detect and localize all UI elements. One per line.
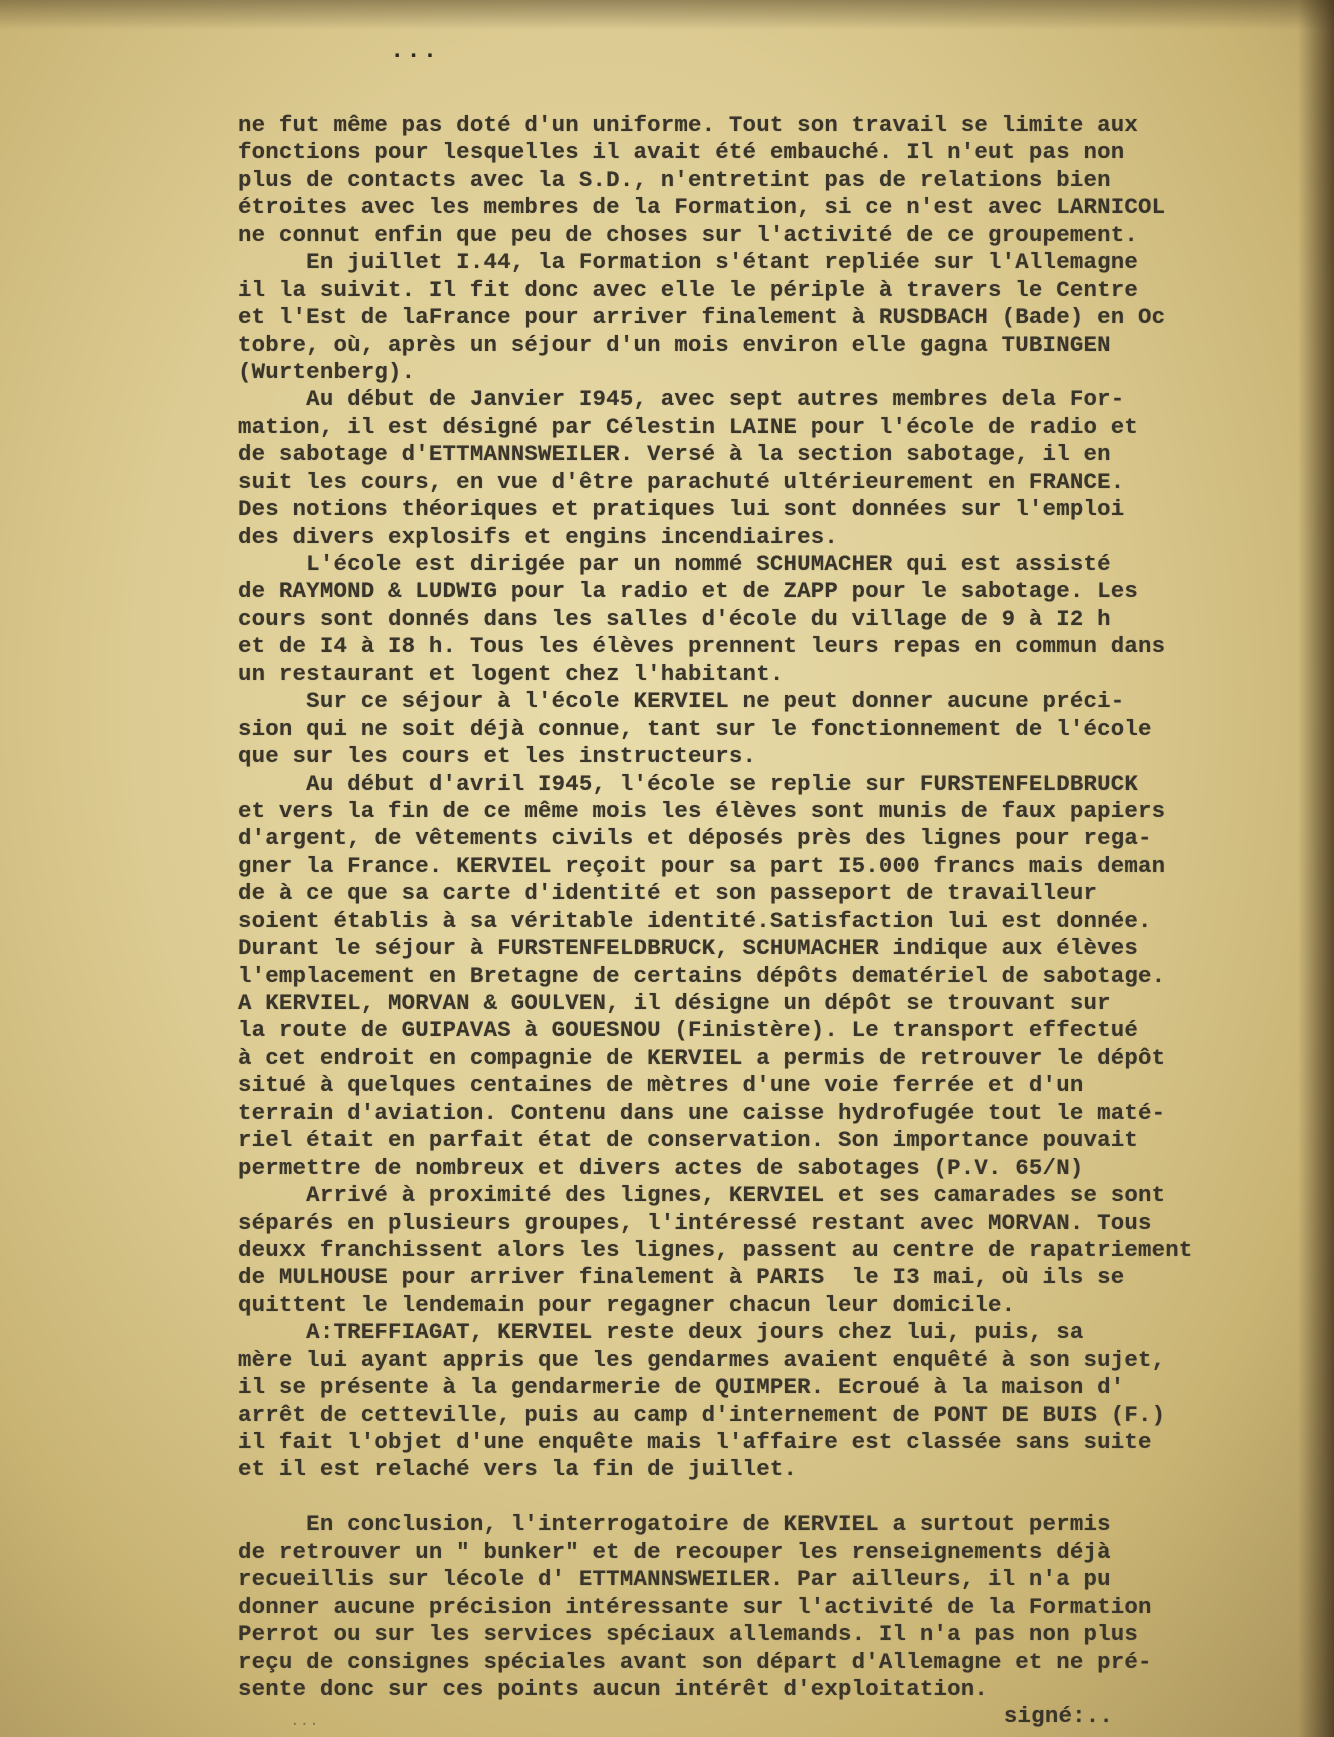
text-line: donner aucune précision intéressante sur l'activité de la Formation [238, 1593, 1152, 1620]
text-line: de à ce que sa carte d'identité et son passeport de travailleur [238, 880, 1098, 907]
text-line: Des notions théoriques et pratiques lui sont données sur l'emploi [238, 496, 1125, 523]
text-line: mère lui ayant appris que les gendarmes avaient enquêté à son sujet, [238, 1346, 1166, 1373]
text-line: A:TREFFIAGAT, KERVIEL reste deux jours chez lui, puis, sa [238, 1319, 1084, 1346]
text-line: sion qui ne soit déjà connue, tant sur le fonctionnement de l'école [238, 715, 1152, 742]
text-line: ne connut enfin que peu de choses sur l'activité de ce groupement. [238, 221, 1139, 248]
text-line: arrêt de cetteville, puis au camp d'internement de PONT DE BUIS (F.) [238, 1401, 1166, 1428]
text-line: que sur les cours et les instructeurs. [238, 743, 757, 770]
text-line: de MULHOUSE pour arriver finalement à PARIS le I3 mai, où ils se [238, 1264, 1125, 1291]
typed-text-body [238, 112, 1313, 1731]
text-line: tobre, où, après un séjour d'un mois environ elle gagna TUBINGEN [238, 331, 1111, 358]
text-line: Durant le séjour à FURSTENFELDBRUCK, SCHUMACHER indique aux élèves [238, 935, 1139, 962]
text-line: Au début de Janvier I945, avec sept autres membres dela For- [238, 386, 1125, 413]
text-line: A KERVIEL, MORVAN & GOULVEN, il désigne un dépôt se trouvant sur [238, 990, 1111, 1016]
text-line: recueillis sur lécole d' ETTMANNSWEILER. Par ailleurs, il n'a pu [238, 1566, 1111, 1593]
text-line: étroites avec les membres de la Formation, si ce n'est avec LARNICOL [238, 194, 1166, 221]
blank-line [238, 1484, 1313, 1511]
text-line: deuxx franchissent alors les lignes, passent au centre de rapatriement [238, 1236, 1193, 1263]
text-line: L'école est dirigée par un nommé SCHUMACHER qui est assisté [238, 551, 1111, 577]
page-shadow-top [0, 0, 1334, 30]
text-line: mation, il est désigné par Célestin LAINE pour l'école de radio et [238, 413, 1139, 440]
text-line: la route de GUIPAVAS à GOUESNOU (Finistère). Le transport effectué [238, 1017, 1139, 1044]
text-line: permettre de nombreux et divers actes de sabotages (P.V. 65/N) [238, 1154, 1084, 1181]
text-line: En conclusion, l'interrogatoire de KERVIEL a surtout permis [238, 1511, 1111, 1538]
signature: signé:.. [1003, 1703, 1113, 1730]
text-line: Arrivé à proximité des lignes, KERVIEL et ses camarades se sont [238, 1182, 1166, 1209]
text-line: à cet endroit en compagnie de KERVIEL a permis de retrouver le dépôt [238, 1044, 1166, 1071]
text-line: et l'Est de laFrance pour arriver finalement à RUSDBACH (Bade) en Oc [238, 304, 1166, 331]
text-line: et vers la fin de ce même mois les élèves sont munis de faux papiers [238, 797, 1166, 824]
text-line: l'emplacement en Bretagne de certains dépôts dematériel de sabotage. [238, 962, 1166, 989]
text-line: situé à quelques centaines de mètres d'une voie ferrée et d'un [238, 1072, 1084, 1099]
text-line: de retrouver un " bunker" et de recouper les renseignements déjà [238, 1538, 1111, 1565]
text-line: il fait l'objet d'une enquête mais l'affaire est classée sans suite [238, 1429, 1152, 1455]
text-line: quittent le lendemain pour regagner chacun leur domicile. [238, 1291, 1016, 1318]
text-line: un restaurant et logent chez l'habitant. [238, 660, 784, 687]
text-line: plus de contacts avec la S.D., n'entretint pas de relations bien [238, 166, 1111, 193]
text-line: il se présente à la gendarmerie de QUIMPER. Ecroué à la maison d' [238, 1374, 1125, 1401]
text-line: suit les cours, en vue d'être parachuté ultérieurement en FRANCE. [238, 468, 1125, 495]
text-line: séparés en plusieurs groupes, l'intéressé restant avec MORVAN. Tous [238, 1209, 1152, 1236]
text-line: soient établis à sa véritable identité.Satisfaction lui est donnée. [238, 907, 1152, 934]
text-line: riel était en parfait état de conservation. Son importance pouvait [238, 1127, 1139, 1154]
text-line: En juillet I.44, la Formation s'étant repliée sur l'Allemagne [238, 249, 1139, 276]
text-line: gner la France. KERVIEL reçoit pour sa part I5.000 francs mais deman [238, 852, 1166, 879]
text-line: sente donc sur ces points aucun intérêt d'exploitation. [238, 1675, 989, 1702]
text-line: ne fut même pas doté d'un uniforme. Tout son travail se limite aux [238, 112, 1139, 138]
text-line: fonctions pour lesquelles il avait été embauché. Il n'eut pas non [238, 139, 1125, 166]
text-line: de RAYMOND & LUDWIG pour la radio et de ZAPP pour le sabotage. Les [238, 578, 1139, 605]
text-line: d'argent, de vêtements civils et déposés près des lignes pour rega- [238, 825, 1152, 852]
text-line: terrain d'aviation. Contenu dans une caisse hydrofugée tout le maté- [238, 1099, 1166, 1126]
text-line: (Wurtenberg). [238, 358, 416, 385]
text-line: reçu de consignes spéciales avant son départ d'Allemagne et ne pré- [238, 1648, 1152, 1675]
text-line: il la suivit. Il fit donc avec elle le périple à travers le Centre [238, 276, 1139, 303]
footer-mark: ... [290, 1712, 319, 1730]
text-line: Perrot ou sur les services spéciaux allemands. Il n'a pas non plus [238, 1621, 1139, 1648]
text-line: cours sont donnés dans les salles d'école du village de 9 à I2 h [238, 605, 1111, 632]
text-line: Sur ce séjour à l'école KERVIEL ne peut donner aucune préci- [238, 688, 1125, 715]
text-line: des divers explosifs et engins incendiaires. [238, 523, 839, 550]
text-line: Au début d'avril I945, l'école se replie sur FURSTENFELDBRUCK [238, 770, 1139, 797]
text-line: et il est relaché vers la fin de juillet. [238, 1456, 798, 1483]
text-line: et de I4 à I8 h. Tous les élèves prennent leurs repas en commun dans [238, 633, 1166, 660]
text-line: de sabotage d'ETTMANNSWEILER. Versé à la section sabotage, il en [238, 441, 1111, 468]
header-mark: ... [390, 38, 440, 65]
